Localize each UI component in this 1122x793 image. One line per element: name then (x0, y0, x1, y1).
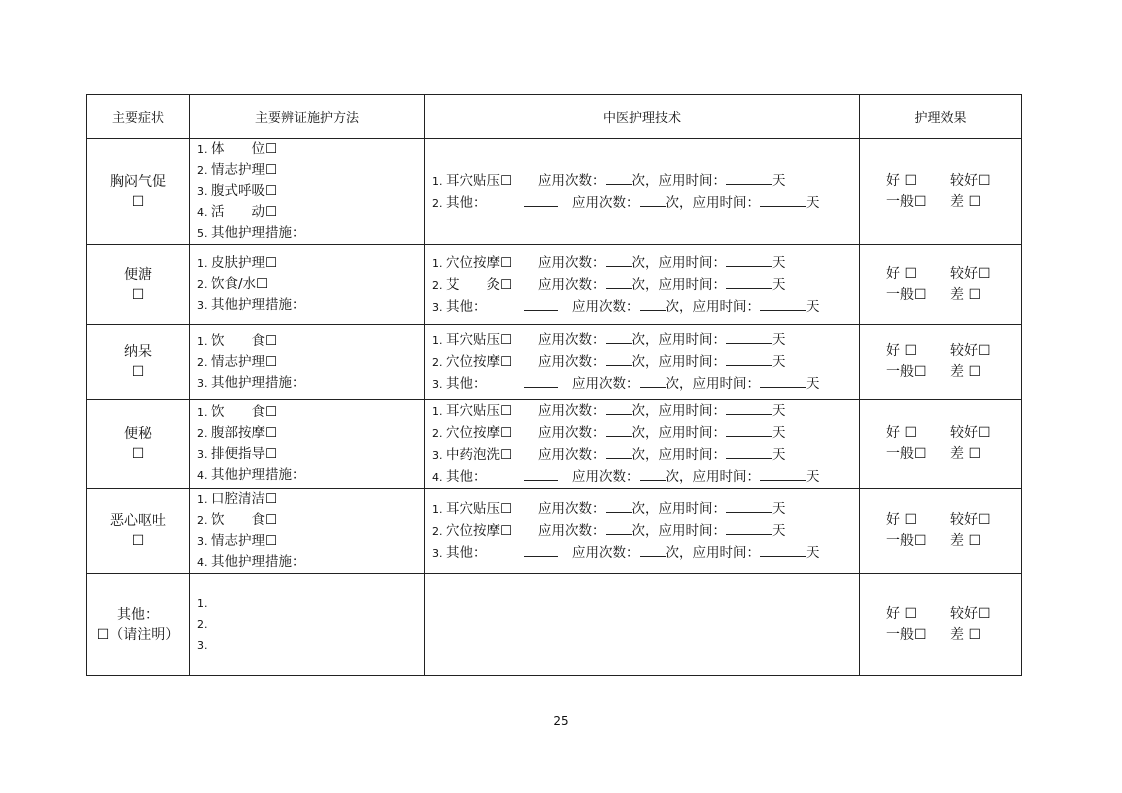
method-number: 1. (197, 406, 208, 419)
header-row (87, 95, 1022, 139)
symptom-cell-other (87, 574, 190, 676)
method-number: 1. (197, 493, 208, 506)
effect-poor-checkbox[interactable]: 差 ☐ (950, 193, 982, 210)
method-item[interactable] (197, 510, 424, 531)
tech-number: 1. (432, 503, 443, 516)
effect-row (886, 625, 1021, 646)
other-tech-blank[interactable] (524, 373, 558, 388)
method-number: 3. (197, 376, 208, 390)
count-label: 应用次数： (538, 425, 606, 441)
times-label: 次，应用时间： (665, 376, 760, 392)
method-text: 其他护理措施： (211, 554, 306, 570)
count-blank[interactable] (606, 252, 632, 267)
method-item[interactable] (197, 531, 424, 552)
count-blank[interactable] (606, 498, 632, 513)
days-blank[interactable] (760, 466, 806, 481)
effect-poor-checkbox[interactable]: 差 ☐ (950, 446, 982, 462)
effect-better-checkbox[interactable]: 较好☐ (950, 425, 991, 441)
days-label: 天 (772, 501, 786, 517)
tech-name[interactable]: 耳穴贴压☐ (446, 332, 513, 348)
days-blank[interactable] (726, 498, 772, 513)
table-row (87, 245, 1022, 325)
symptom-label: 便秘 (124, 426, 152, 442)
method-number: 3. (197, 299, 208, 312)
method-text: 其他护理措施： (211, 467, 306, 483)
count-label: 应用次数： (572, 469, 640, 485)
other-tech-blank[interactable] (524, 192, 558, 207)
symptom-checkbox[interactable]: ☐ (131, 364, 145, 380)
tech-name[interactable]: 其他： (446, 298, 487, 315)
count-blank[interactable] (606, 351, 632, 366)
tech-item (432, 466, 859, 488)
tech-cell (425, 489, 860, 574)
method-item[interactable] (197, 181, 424, 202)
effect-row (886, 171, 1021, 192)
tech-item (432, 192, 859, 214)
table-row-other (87, 574, 1022, 676)
days-label: 天 (772, 276, 786, 293)
tech-item (432, 170, 859, 192)
tech-number: 1. (432, 334, 443, 347)
days-blank[interactable] (760, 373, 806, 388)
count-blank[interactable] (640, 296, 666, 311)
tech-item (432, 373, 859, 395)
count-label: 应用次数： (538, 172, 606, 189)
tech-item (432, 329, 859, 351)
header-tech: 中医护理技术 (425, 95, 860, 139)
method-text: 其他护理措施： (211, 225, 306, 241)
other-method-line[interactable]: 2. (197, 618, 208, 631)
effect-row (886, 362, 1021, 383)
method-text: 口腔清洁☐ (211, 491, 278, 507)
times-label: 次，应用时间： (631, 447, 726, 463)
method-number: 2. (197, 427, 208, 440)
effect-fair-checkbox[interactable]: 一般☐ (886, 626, 927, 643)
effect-cell (860, 139, 1022, 245)
method-item[interactable] (197, 352, 424, 373)
method-item[interactable] (197, 160, 424, 181)
method-number: 5. (197, 227, 208, 240)
method-item[interactable] (197, 274, 424, 295)
tech-item (432, 520, 859, 542)
method-text: 情志护理☐ (211, 353, 278, 370)
tech-name[interactable]: 耳穴贴压☐ (446, 501, 513, 517)
times-label: 次，应用时间： (665, 298, 760, 315)
effect-good-checkbox[interactable]: 好 ☐ (886, 172, 918, 189)
method-text: 其他护理措施： (211, 297, 306, 313)
method-item[interactable] (197, 423, 424, 444)
methods-cell (190, 139, 425, 245)
tech-cell (425, 325, 860, 400)
effect-better-checkbox[interactable]: 较好☐ (950, 265, 991, 282)
symptom-cell (87, 489, 190, 574)
count-label: 应用次数： (538, 447, 606, 463)
other-tech-blank[interactable] (524, 466, 558, 481)
method-text: 活 动☐ (211, 204, 278, 220)
tech-number: 3. (432, 300, 443, 314)
days-blank[interactable] (760, 296, 806, 311)
tech-number: 1. (432, 405, 443, 418)
methods-cell-other (190, 574, 425, 676)
tech-item (432, 422, 859, 444)
days-blank[interactable] (760, 542, 806, 557)
times-label: 次，应用时间： (631, 254, 726, 271)
method-item[interactable] (197, 253, 424, 274)
tech-name[interactable]: 穴位按摩☐ (446, 523, 513, 539)
symptom-cell (87, 245, 190, 325)
effect-fair-checkbox[interactable]: 一般☐ (886, 286, 927, 303)
other-tech-blank[interactable] (524, 542, 558, 557)
method-item[interactable] (197, 373, 424, 394)
method-item[interactable] (197, 223, 424, 244)
days-blank[interactable] (726, 274, 772, 289)
count-label: 应用次数： (572, 545, 640, 561)
effect-row (886, 510, 1021, 531)
count-label: 应用次数： (538, 523, 606, 539)
effect-row (886, 285, 1021, 306)
times-label: 次，应用时间： (665, 545, 760, 561)
count-blank[interactable] (640, 373, 666, 388)
effect-fair-checkbox[interactable]: 一般☐ (886, 446, 927, 462)
days-blank[interactable] (726, 520, 772, 535)
method-number: 2. (197, 355, 208, 369)
count-blank[interactable] (606, 329, 632, 344)
tech-number: 1. (432, 174, 443, 188)
symptom-cell (87, 400, 190, 489)
symptom-checkbox[interactable]: ☐ (131, 533, 145, 549)
method-number: 1. (197, 334, 208, 348)
effect-poor-checkbox[interactable]: 差 ☐ (950, 533, 982, 549)
tech-name[interactable]: 耳穴贴压☐ (446, 403, 513, 419)
method-text: 饮 食☐ (211, 512, 278, 528)
symptom-checkbox[interactable]: ☐ (131, 286, 145, 303)
nursing-effect-table (86, 94, 1022, 676)
tech-number: 1. (432, 256, 443, 270)
days-label: 天 (772, 523, 786, 539)
days-label: 天 (772, 354, 786, 370)
count-blank[interactable] (606, 274, 632, 289)
effect-good-checkbox[interactable]: 好 ☐ (886, 265, 918, 282)
symptom-label: 纳呆 (124, 344, 152, 360)
methods-cell (190, 400, 425, 489)
tech-name[interactable]: 穴位按摩☐ (446, 354, 513, 370)
table-row (87, 400, 1022, 489)
days-blank[interactable] (726, 351, 772, 366)
count-blank[interactable] (640, 192, 666, 207)
table-row (87, 139, 1022, 245)
symptom-cell (87, 139, 190, 245)
times-label: 次，应用时间： (631, 403, 726, 419)
tech-cell (425, 400, 860, 489)
count-label: 应用次数： (538, 354, 606, 370)
method-item[interactable] (197, 465, 424, 486)
times-label: 次，应用时间： (631, 276, 726, 293)
tech-name[interactable]: 中药泡洗☐ (446, 447, 513, 463)
method-text: 饮 食☐ (211, 404, 278, 420)
table-row (87, 489, 1022, 574)
days-label: 天 (772, 447, 786, 463)
days-label: 天 (806, 545, 820, 561)
days-label: 天 (772, 254, 786, 271)
tech-number: 2. (432, 525, 443, 538)
method-item[interactable] (197, 402, 424, 423)
effect-fair-checkbox[interactable]: 一般☐ (886, 364, 927, 380)
method-text: 饮 食☐ (211, 332, 278, 349)
count-label: 应用次数： (538, 276, 606, 293)
effect-fair-checkbox[interactable]: 一般☐ (886, 533, 927, 549)
tech-item (432, 498, 859, 520)
count-label: 应用次数： (538, 254, 606, 271)
tech-number: 2. (432, 427, 443, 440)
tech-name[interactable]: 艾 灸☐ (446, 276, 513, 293)
symptom-cell (87, 325, 190, 400)
tech-name[interactable]: 其他： (446, 194, 487, 211)
effect-better-checkbox[interactable]: 较好☐ (950, 512, 991, 528)
times-label: 次，应用时间： (665, 469, 760, 485)
effect-poor-checkbox[interactable]: 差 ☐ (950, 364, 982, 380)
tech-name[interactable]: 其他： (446, 545, 487, 561)
count-label: 应用次数： (538, 332, 606, 348)
effect-row (886, 531, 1021, 552)
tech-item (432, 542, 859, 564)
symptom-label: 便溏 (124, 266, 152, 283)
method-number: 3. (197, 448, 208, 461)
method-number: 4. (197, 206, 208, 219)
count-blank[interactable] (606, 422, 632, 437)
tech-number: 3. (432, 449, 443, 462)
method-number: 1. (197, 257, 208, 270)
times-label: 次，应用时间： (631, 332, 726, 348)
count-label: 应用次数： (572, 194, 640, 211)
methods-cell (190, 325, 425, 400)
effect-better-checkbox[interactable]: 较好☐ (950, 343, 991, 359)
method-number: 2. (197, 514, 208, 527)
tech-item (432, 296, 859, 318)
tech-item (432, 351, 859, 373)
days-blank[interactable] (760, 192, 806, 207)
days-label: 天 (806, 298, 820, 315)
times-label: 次，应用时间： (631, 523, 726, 539)
effect-row (886, 264, 1021, 285)
effect-cell (860, 489, 1022, 574)
count-label: 应用次数： (538, 501, 606, 517)
other-method-line[interactable]: 1. (197, 597, 208, 610)
method-item[interactable] (197, 139, 424, 160)
tech-item (432, 400, 859, 422)
count-blank[interactable] (606, 400, 632, 415)
method-number: 3. (197, 185, 208, 198)
method-item[interactable] (197, 552, 424, 573)
method-text: 腹式呼吸☐ (211, 183, 278, 199)
count-blank[interactable] (606, 444, 632, 459)
header-effect: 护理效果 (860, 95, 1022, 139)
days-label: 天 (806, 194, 820, 211)
method-number: 2. (197, 164, 208, 177)
method-number: 1. (197, 143, 208, 156)
tech-name[interactable]: 其他： (446, 469, 487, 485)
other-specify-checkbox[interactable]: ☐（请注明） (96, 626, 180, 643)
method-item[interactable] (197, 444, 424, 465)
days-label: 天 (772, 403, 786, 419)
symptom-label: 胸闷气促 (110, 173, 166, 190)
method-item[interactable] (197, 295, 424, 316)
tech-cell (425, 245, 860, 325)
days-blank[interactable] (726, 422, 772, 437)
times-label: 次，应用时间： (665, 194, 760, 211)
days-label: 天 (772, 425, 786, 441)
table-row (87, 325, 1022, 400)
tech-name[interactable]: 穴位按摩☐ (446, 425, 513, 441)
tech-number: 2. (432, 196, 443, 210)
tech-number: 4. (432, 471, 443, 484)
tech-item (432, 444, 859, 466)
tech-cell (425, 139, 860, 245)
effect-better-checkbox[interactable]: 较好☐ (950, 172, 991, 189)
method-text: 皮肤护理☐ (211, 255, 278, 271)
count-label: 应用次数： (538, 403, 606, 419)
other-method-line[interactable]: 3. (197, 639, 208, 652)
method-number: 3. (197, 535, 208, 548)
method-text: 其他护理措施： (211, 374, 306, 391)
days-blank[interactable] (726, 329, 772, 344)
effect-cell (860, 325, 1022, 400)
method-number: 4. (197, 556, 208, 569)
times-label: 次，应用时间： (631, 172, 726, 189)
method-text: 腹部按摩☐ (211, 425, 278, 441)
method-text: 饮食/水☐ (211, 276, 269, 292)
effect-row (886, 444, 1021, 465)
tech-number: 3. (432, 547, 443, 560)
days-blank[interactable] (726, 252, 772, 267)
symptom-checkbox[interactable]: ☐ (131, 193, 145, 210)
method-item[interactable] (197, 331, 424, 352)
days-blank[interactable] (726, 444, 772, 459)
count-blank[interactable] (606, 170, 632, 185)
methods-cell (190, 489, 425, 574)
effect-good-checkbox[interactable]: 好 ☐ (886, 425, 918, 441)
effect-fair-checkbox[interactable]: 一般☐ (886, 193, 927, 210)
effect-cell (860, 245, 1022, 325)
count-blank[interactable] (640, 542, 666, 557)
days-blank[interactable] (726, 400, 772, 415)
effect-cell (860, 400, 1022, 489)
tech-item (432, 274, 859, 296)
effect-row (886, 423, 1021, 444)
tech-number: 2. (432, 278, 443, 292)
header-symptom: 主要症状 (87, 95, 190, 139)
tech-item (432, 252, 859, 274)
header-methods: 主要辨证施护方法 (190, 95, 425, 139)
other-label: 其他： (117, 606, 159, 623)
method-item[interactable] (197, 202, 424, 223)
days-label: 天 (772, 332, 786, 348)
count-blank[interactable] (606, 520, 632, 535)
page-number: 25 (553, 714, 569, 728)
tech-number: 2. (432, 356, 443, 369)
methods-cell (190, 245, 425, 325)
effect-good-checkbox[interactable]: 好 ☐ (886, 343, 918, 359)
count-label: 应用次数： (572, 298, 640, 315)
effect-better-checkbox[interactable]: 较好☐ (950, 605, 991, 622)
times-label: 次，应用时间： (631, 354, 726, 370)
other-tech-blank[interactable] (524, 296, 558, 311)
method-text: 排便指导☐ (211, 446, 278, 462)
tech-cell-other[interactable] (425, 574, 860, 676)
times-label: 次，应用时间： (631, 425, 726, 441)
effect-poor-checkbox[interactable]: 差 ☐ (950, 286, 982, 303)
effect-poor-checkbox[interactable]: 差 ☐ (950, 626, 982, 643)
method-number: 4. (197, 469, 208, 482)
effect-cell (860, 574, 1022, 676)
method-text: 体 位☐ (211, 141, 278, 157)
method-text: 情志护理☐ (211, 162, 278, 178)
days-label: 天 (806, 376, 820, 392)
symptom-checkbox[interactable]: ☐ (131, 446, 145, 462)
effect-row (886, 192, 1021, 213)
symptom-label: 恶心呕吐 (110, 513, 166, 529)
method-number: 2. (197, 278, 208, 291)
effect-row (886, 604, 1021, 625)
method-item[interactable] (197, 489, 424, 510)
count-label: 应用次数： (572, 376, 640, 392)
tech-name[interactable]: 其他： (446, 376, 487, 392)
method-text: 情志护理☐ (211, 533, 278, 549)
effect-row (886, 341, 1021, 362)
tech-name[interactable]: 耳穴贴压☐ (446, 172, 513, 189)
days-label: 天 (806, 469, 820, 485)
tech-number: 3. (432, 378, 443, 391)
tech-name[interactable]: 穴位按摩☐ (446, 254, 513, 271)
count-blank[interactable] (640, 466, 666, 481)
days-blank[interactable] (726, 170, 772, 185)
times-label: 次，应用时间： (631, 501, 726, 517)
effect-good-checkbox[interactable]: 好 ☐ (886, 605, 918, 622)
days-label: 天 (772, 172, 786, 189)
effect-good-checkbox[interactable]: 好 ☐ (886, 512, 918, 528)
